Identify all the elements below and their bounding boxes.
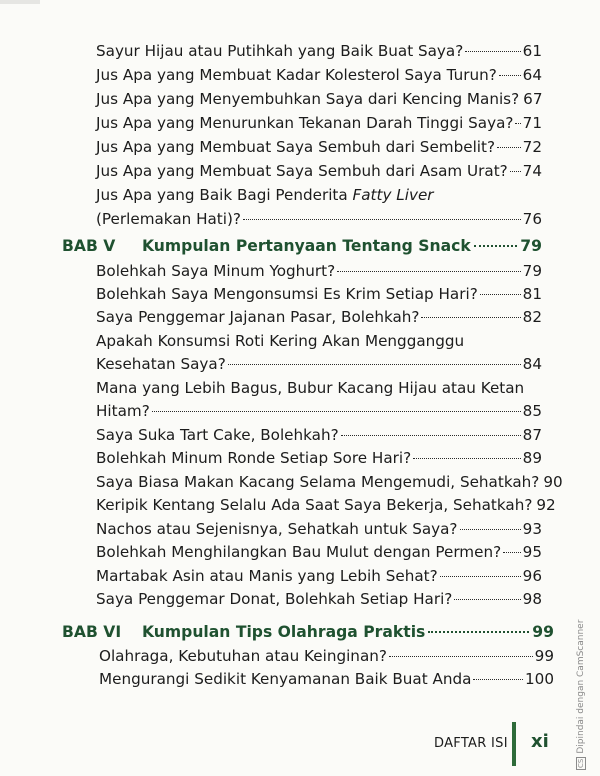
toc-entry — [96, 208, 542, 230]
footer-divider-bar — [512, 722, 516, 766]
chapter-heading — [62, 620, 554, 644]
dot-leader — [460, 529, 521, 530]
dot-leader — [499, 75, 521, 76]
chapter-number: BAB VI — [62, 623, 122, 641]
entry-title: Kesehatan Saya? — [96, 355, 226, 373]
entry-page: 93 — [522, 520, 542, 538]
toc-entry — [99, 668, 554, 690]
toc-entry — [96, 88, 542, 110]
toc-entry — [96, 400, 542, 422]
entry-title: Bolehkah Minum Ronde Setiap Sore Hari? — [96, 449, 412, 467]
chapter-title: Kumpulan Pertanyaan Tentang Snack — [142, 237, 471, 255]
entry-page: 100 — [525, 670, 554, 688]
entry-page: 76 — [522, 210, 542, 228]
entry-title-line1 — [96, 184, 434, 206]
toc-entry — [99, 645, 554, 667]
toc-entry — [96, 40, 542, 62]
entry-page: 72 — [522, 138, 542, 156]
toc-entry — [96, 518, 542, 540]
dot-leader — [454, 599, 520, 600]
dot-leader — [337, 271, 521, 272]
entry-title: Jus Apa yang Membuat Saya Sembuh dari Sembelit? — [96, 138, 496, 156]
entry-title: Bolehkah Saya Mengonsumsi Es Krim Setiap Hari? — [96, 285, 478, 303]
entry-page: 92 — [536, 496, 556, 514]
entry-page: 67 — [523, 90, 543, 108]
dot-leader — [440, 576, 521, 577]
entry-title: Nachos atau Sejenisnya, Sehatkah untuk Saya? — [96, 520, 458, 538]
dot-leader — [473, 679, 523, 680]
dot-leader — [152, 411, 521, 412]
entry-page: 61 — [522, 42, 542, 60]
toc-entry — [96, 471, 563, 493]
toc-entry — [96, 494, 556, 516]
chapter-title: Kumpulan Tips Olahraga Praktis — [142, 623, 426, 641]
entry-title: Sayur Hijau atau Putihkah yang Baik Buat Saya? — [96, 42, 464, 60]
entry-page: 84 — [522, 355, 542, 373]
entry-page: 99 — [534, 647, 554, 665]
entry-page: 87 — [522, 426, 542, 444]
entry-page: 82 — [522, 308, 542, 326]
toc-entry — [96, 64, 542, 86]
dot-leader — [480, 294, 521, 295]
toc-entry — [96, 565, 542, 587]
entry-title: Jus Apa yang Membuat Saya Sembuh dari Asam Urat? — [96, 162, 508, 180]
camscanner-logo-icon: CS — [577, 758, 585, 768]
dot-leader — [503, 552, 521, 553]
entry-title-line1: Apakah Konsumsi Roti Kering Akan Mengganggu — [96, 332, 465, 350]
dot-leader — [474, 245, 518, 247]
entry-title: Jus Apa yang Membuat Kadar Kolesterol Saya Turun? — [96, 66, 497, 84]
scanner-text: Dipindai dengan CamScanner — [576, 619, 586, 754]
toc-entry — [96, 447, 542, 469]
entry-title: Hitam? — [96, 402, 150, 420]
entry-title: Olahraga, Kebutuhan atau Keinginan? — [99, 647, 387, 665]
entry-page: 95 — [522, 543, 542, 561]
toc-entry — [96, 541, 542, 563]
entry-title: Keripik Kentang Selalu Ada Saat Saya Bekerja, Sehatkah? — [96, 496, 533, 514]
entry-page: 89 — [522, 449, 542, 467]
chapter-page: 99 — [532, 623, 554, 641]
entry-title: Saya Penggemar Jajanan Pasar, Bolehkah? — [96, 308, 420, 326]
entry-title: Bolehkah Saya Minum Yoghurt? — [96, 262, 336, 280]
entry-page: 81 — [522, 285, 542, 303]
dot-leader — [421, 317, 520, 318]
toc-entry — [96, 136, 542, 158]
entry-title-part: Jus Apa yang Baik Bagi Penderita — [96, 186, 353, 204]
dot-leader — [389, 656, 533, 657]
dot-leader — [243, 219, 521, 220]
toc-entry — [96, 306, 542, 328]
dot-leader — [465, 51, 520, 52]
entry-page: 85 — [522, 402, 542, 420]
entry-title: Mengurangi Sedikit Kenyamanan Baik Buat Anda — [99, 670, 472, 688]
toc-entry — [96, 260, 542, 282]
dot-leader — [413, 458, 520, 459]
chapter-number: BAB V — [62, 237, 116, 255]
entry-title: Jus Apa yang Menurunkan Tekanan Darah Tinggi Saya? — [96, 114, 514, 132]
dot-leader — [428, 631, 529, 633]
scanner-watermark — [576, 620, 586, 770]
entry-title: Jus Apa yang Menyembuhkan Saya dari Kencing Manis? — [96, 90, 520, 108]
entry-title: Saya Penggemar Donat, Bolehkah Setiap Hari? — [96, 590, 453, 608]
scan-edge — [0, 0, 40, 4]
dot-leader — [341, 435, 521, 436]
chapter-page: 79 — [520, 237, 542, 255]
dot-leader — [497, 147, 521, 148]
entry-page: 71 — [522, 114, 542, 132]
entry-page: 90 — [543, 473, 563, 491]
toc-entry — [96, 353, 542, 375]
dot-leader — [510, 171, 521, 172]
dot-leader — [228, 364, 521, 365]
dot-leader — [515, 123, 520, 124]
toc-entry — [96, 283, 542, 305]
entry-title-line1: Mana yang Lebih Bagus, Bubur Kacang Hijau atau Ketan — [96, 379, 525, 397]
entry-title: Bolehkah Menghilangkan Bau Mulut dengan Permen? — [96, 543, 502, 561]
chapter-heading — [62, 234, 542, 258]
entry-title: (Perlemakan Hati)? — [96, 210, 241, 228]
entry-page: 74 — [522, 162, 542, 180]
entry-title: Martabak Asin atau Manis yang Lebih Sehat? — [96, 567, 438, 585]
entry-page: 64 — [522, 66, 542, 84]
entry-page: 96 — [522, 567, 542, 585]
entry-title: Saya Suka Tart Cake, Bolehkah? — [96, 426, 339, 444]
toc-entry — [96, 160, 542, 182]
toc-entry — [96, 588, 542, 610]
footer-section-label: DAFTAR ISI — [434, 736, 508, 751]
entry-page: 79 — [522, 262, 542, 280]
toc-entry — [96, 112, 542, 134]
entry-page: 98 — [522, 590, 542, 608]
toc-entry — [96, 424, 542, 446]
entry-title: Saya Biasa Makan Kacang Selama Mengemudi, Sehatkah? — [96, 473, 540, 491]
page-number: xi — [531, 731, 549, 752]
entry-title-italic: Fatty Liver — [352, 186, 434, 204]
